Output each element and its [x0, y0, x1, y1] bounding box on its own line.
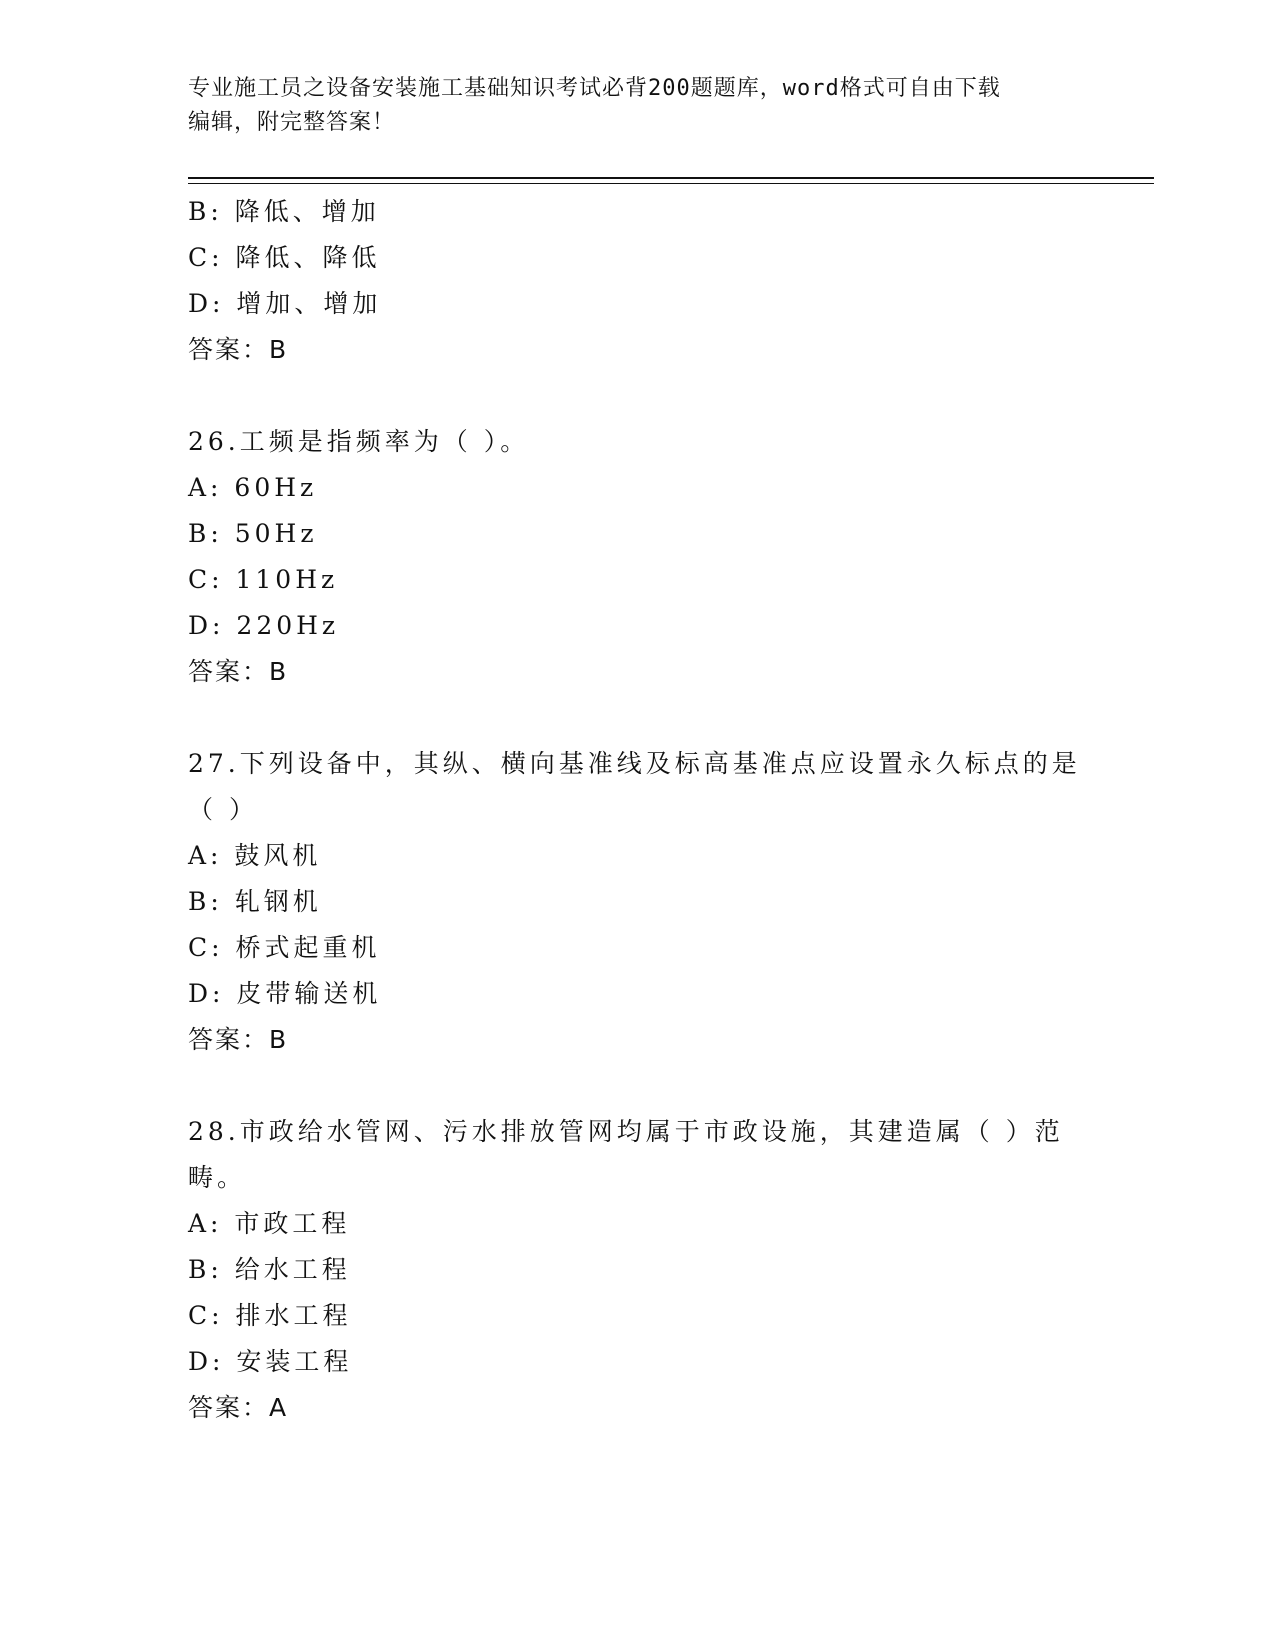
header-divider-thin: [188, 183, 1154, 184]
option-c: C: 降低、降低: [188, 243, 381, 272]
option-b: B: 降低、增加: [188, 197, 380, 226]
option-c: C: 110Hz: [188, 565, 339, 594]
option-a: A: 市政工程: [188, 1209, 351, 1238]
answer-line: 答案：B: [188, 657, 289, 686]
question-block-26: [188, 419, 1088, 695]
spacer: [188, 695, 1088, 741]
option-b: B: 轧钢机: [188, 887, 322, 916]
header-divider-thick: [188, 177, 1154, 179]
question-block-25: [188, 189, 1088, 373]
header-line-1: 专业施工员之设备安装施工基础知识考试必背200题题库，word格式可自由下载: [188, 76, 1001, 101]
document-header: [188, 72, 1088, 140]
option-c: C: 桥式起重机: [188, 933, 381, 962]
header-line-2: 编辑，附完整答案！: [188, 110, 396, 135]
option-a: A: 60Hz: [188, 473, 318, 502]
question-block-27: [188, 741, 1088, 1063]
question-text-continued: （ ）: [188, 795, 258, 824]
spacer: [188, 373, 1088, 419]
option-d: D: 安装工程: [188, 1347, 353, 1376]
spacer: [188, 1063, 1088, 1109]
question-text: 27.下列设备中，其纵、横向基准线及标高基准点应设置永久标点的是: [188, 749, 1081, 778]
question-text: 28.市政给水管网、污水排放管网均属于市政设施，其建造属（ ）范: [188, 1117, 1064, 1146]
answer-line: 答案：B: [188, 1025, 289, 1054]
option-b: B: 给水工程: [188, 1255, 351, 1284]
option-b: B: 50Hz: [188, 519, 318, 548]
answer-line: 答案：B: [188, 335, 289, 364]
question-content: [188, 189, 1088, 1431]
option-d: D: 220Hz: [188, 611, 340, 640]
option-d: D: 增加、增加: [188, 289, 382, 318]
option-d: D: 皮带输送机: [188, 979, 382, 1008]
option-a: A: 鼓风机: [188, 841, 322, 870]
option-c: C: 排水工程: [188, 1301, 352, 1330]
question-block-28: [188, 1109, 1088, 1431]
question-text: 26.工频是指频率为（ ）。: [188, 427, 530, 456]
answer-line: 答案：A: [188, 1393, 289, 1422]
question-text-continued: 畴。: [188, 1163, 247, 1192]
